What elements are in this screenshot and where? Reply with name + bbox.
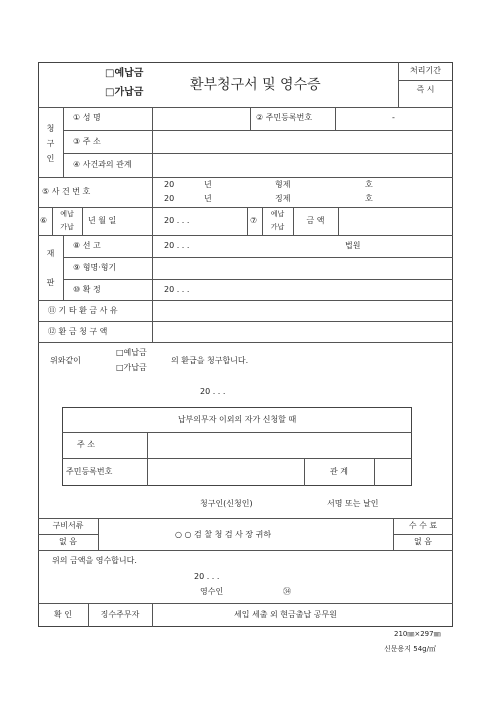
form-frame — [38, 62, 453, 627]
confirm-label: 확 인 — [54, 610, 72, 619]
payment-kind-top: 예납 — [60, 210, 74, 218]
name-label: ① 성 명 — [73, 113, 101, 122]
rrn-label: ② 주민등록번호 — [256, 113, 313, 122]
address-label: ③ 주 소 — [73, 137, 101, 146]
rule-v-pay-7 — [338, 207, 339, 235]
claim-prefix: 위와같이 — [50, 356, 81, 365]
fee-value: 없 음 — [414, 537, 432, 546]
final-date: 20 . . . — [164, 285, 190, 294]
case-line2-type: 징제 — [275, 194, 291, 203]
final-label: ⑩ 확 정 — [73, 285, 101, 294]
amount-kind-bottom: 가납 — [270, 223, 285, 231]
claimant-signature-label: 청구인(신청인) — [200, 499, 253, 508]
rule-payment-end — [38, 235, 453, 236]
claimant-side-1: 청 — [46, 124, 55, 133]
rule-submission-end — [38, 550, 453, 551]
proxy-relation-label: 관 계 — [330, 467, 348, 476]
item7-number: ⑦ — [250, 216, 258, 225]
payment-kind-bottom: 가납 — [60, 223, 74, 231]
other-reason-label: ⑪ 기 타 환 금 사 유 — [48, 306, 118, 315]
collector-label: 징수주무자 — [100, 610, 140, 619]
period-label: 처리기간 — [410, 66, 441, 75]
proxy-rrn-label: 주민등록번호 — [66, 467, 113, 476]
refund-amount-label: ⑫ 환 금 청 구 액 — [48, 327, 108, 336]
claim-suffix: 의 환급을 청구합니다. — [171, 356, 249, 365]
judgment-side-top: 재 — [46, 249, 55, 258]
seal-mark: ㉞ — [283, 587, 291, 596]
rule-judgment-1 — [63, 257, 453, 258]
rrn-dash: - — [392, 113, 395, 122]
page-title: 환부청구서 및 영수증 — [190, 77, 321, 93]
claim-option-prepaid[interactable]: □예납금 — [116, 348, 147, 357]
rule-claimant-end — [38, 177, 453, 178]
sign-or-seal: 서명 또는 날인 — [327, 499, 379, 508]
court-label: 법원 — [345, 241, 361, 250]
rule-judgment-2 — [63, 279, 453, 280]
rule-v-rrn-right — [335, 107, 336, 130]
case-line2-ho: 호 — [365, 194, 373, 203]
rule-judgment-end — [38, 300, 453, 301]
rule-v-rrn-left — [250, 107, 251, 130]
proxy-rule-2 — [62, 458, 412, 459]
rule-v-docs — [98, 518, 99, 550]
claim-date: 20 . . . — [200, 387, 226, 396]
rule-claimant-1 — [63, 130, 453, 131]
rule-v-case — [152, 177, 153, 207]
provisional-checkbox-label[interactable]: □가납금 — [105, 87, 144, 98]
rule-v-pay-3 — [152, 207, 153, 235]
rule-v-other — [152, 300, 153, 342]
payment-amount-label: 금 액 — [306, 216, 325, 225]
rule-v-judgment-side — [63, 235, 64, 300]
proxy-heading: 납부의무자 이외의 자가 신청할 때 — [177, 415, 297, 424]
case-line1-year: 20 — [164, 180, 175, 189]
item6-number: ⑥ — [40, 216, 48, 225]
case-line1-ho: 호 — [365, 180, 373, 189]
case-line2-year: 20 — [164, 194, 175, 203]
rule-period — [398, 80, 453, 81]
docs-label: 구비서류 — [52, 521, 84, 530]
official-label: 세입 세출 외 현금출납 공무원 — [234, 610, 337, 619]
claim-option-provisional[interactable]: □가납금 — [116, 363, 147, 372]
proxy-address-label: 주 소 — [77, 440, 95, 449]
rule-case-end — [38, 207, 453, 208]
claimant-side-3: 인 — [46, 154, 55, 163]
rule-claim-end — [38, 518, 453, 519]
paper-size: 210㎜×297㎜ — [394, 630, 441, 638]
addressee: ○ ○ 검 찰 청 검 사 장 귀하 — [175, 530, 272, 539]
period-value: 즉 시 — [416, 85, 435, 94]
fee-label: 수 수 료 — [408, 521, 438, 530]
receipt-text: 위의 금액을 영수합니다. — [52, 556, 137, 565]
sentence-date: 20 . . . — [164, 241, 190, 250]
judgment-side-bottom: 판 — [46, 278, 55, 287]
rule-v-pay-4 — [247, 207, 248, 235]
rule-docs-mid — [38, 534, 98, 535]
paper-type: 신문용지 54g/㎡ — [384, 645, 436, 653]
receipt-date: 20 . . . — [194, 572, 220, 581]
receiver-label: 영수인 — [200, 587, 224, 596]
rule-v-claimant-labels — [152, 107, 153, 177]
case-line1-type: 형제 — [275, 180, 291, 189]
payment-date-value: 20 . . . — [164, 216, 190, 225]
docs-value: 없 음 — [59, 537, 77, 546]
rule-v-claimant-side — [63, 107, 64, 177]
rule-header — [38, 107, 453, 108]
rule-v-judgment-labels — [152, 235, 153, 300]
rule-amount-end — [38, 342, 453, 343]
prepaid-checkbox-label[interactable]: □예납금 — [105, 68, 144, 79]
payment-date-label: 년 월 일 — [88, 216, 117, 225]
claimant-side-2: 구 — [46, 139, 55, 148]
rule-receipt-end — [38, 603, 453, 604]
rule-v-pay-2 — [82, 207, 83, 235]
rule-v-confirm-2 — [152, 603, 153, 627]
rule-other-end — [38, 321, 453, 322]
penalty-label: ⑨ 형명·형기 — [73, 263, 117, 272]
amount-kind-top: 예납 — [270, 210, 285, 218]
proxy-rule-v3 — [374, 458, 375, 486]
sentence-label: ⑧ 선 고 — [73, 241, 101, 250]
rule-fee-mid — [393, 534, 453, 535]
rule-claimant-2 — [63, 153, 453, 154]
proxy-rule-v1 — [147, 432, 148, 486]
case-number-label: ⑤ 사 건 번 호 — [42, 187, 91, 196]
case-line2-nyeon: 년 — [204, 194, 212, 203]
relation-label: ④ 사건과의 관계 — [73, 160, 132, 169]
proxy-rule-1 — [62, 432, 412, 433]
case-line1-nyeon: 년 — [204, 180, 212, 189]
